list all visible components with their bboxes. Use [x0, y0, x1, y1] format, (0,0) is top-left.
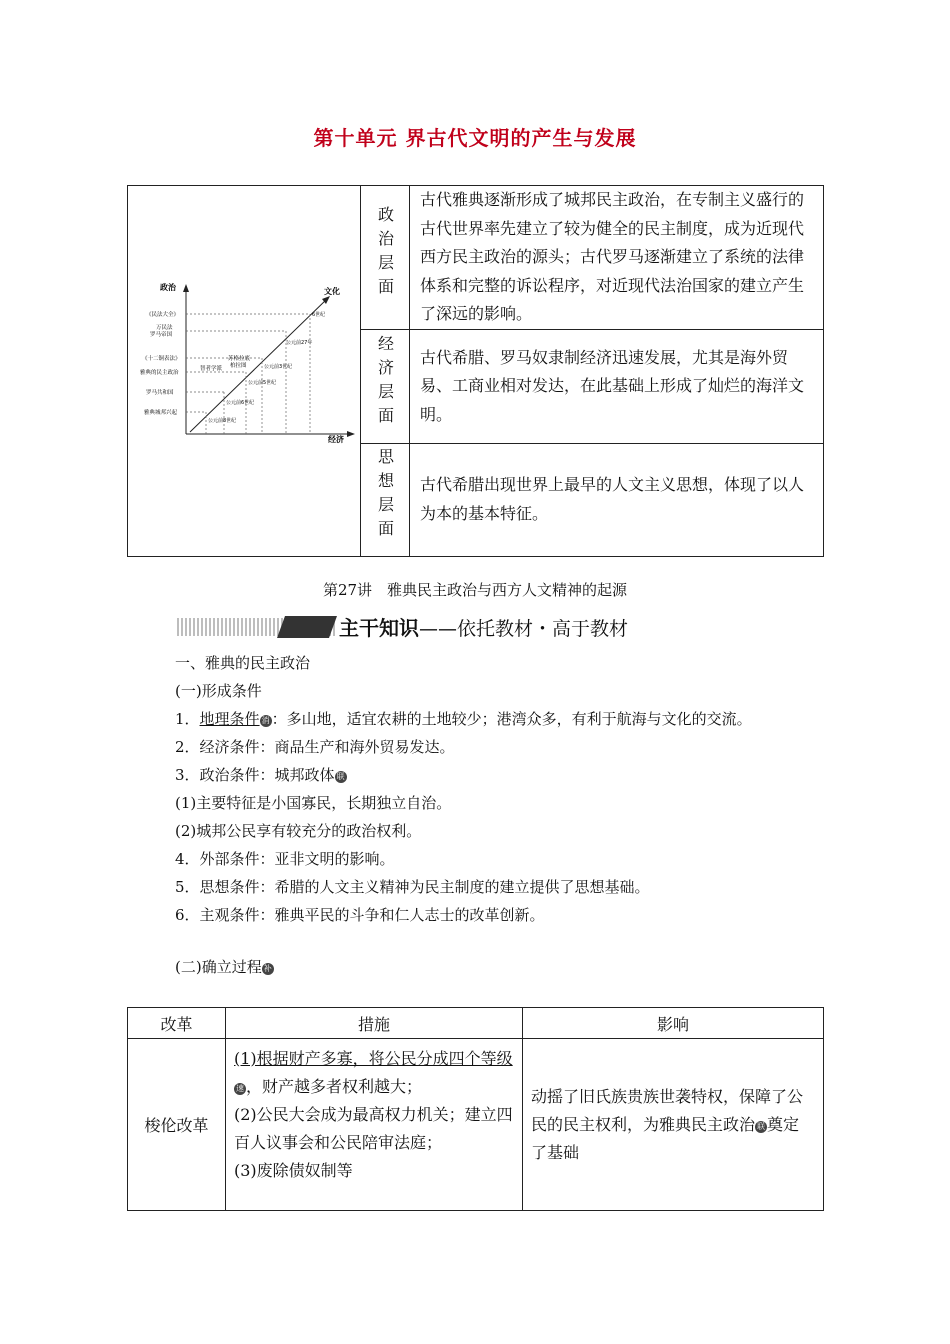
- reform-measures-cell: (1)根据财产多寡，将公民分成四个等级速 ，财产越多者权利越大； (2)公民大会成为最高权力机关；建立四百人议事会和公民陪审法庭； (3)废除债奴制等: [226, 1039, 523, 1211]
- reform-table: [127, 1007, 824, 1211]
- chart-time-5bc: 公元前5世纪: [248, 380, 277, 386]
- chart-time-27bc: 公元前27年: [286, 340, 313, 346]
- layer-text-economy: 古代希腊、罗马奴隶制经济迅速发展，尤其是海外贸易、工商业相对发达，在此基础上形成了灿烂的海洋文明。: [410, 330, 824, 443]
- layer-label-economy: 经济层面: [361, 330, 410, 443]
- section-banner: [177, 612, 737, 642]
- chart-label-sophists: 智者学派: [200, 366, 223, 372]
- condition-item-4: 4．外部条件：亚非文明的影响。: [175, 850, 395, 868]
- chart-label-roman-republic: 罗马共和国: [146, 390, 174, 396]
- section-heading: 一、雅典的民主政治: [175, 654, 311, 672]
- banner-slash: [277, 616, 337, 638]
- condition-item-5: 5．思想条件：希腊的人文主义精神为民主制度的建立提供了思想基础。: [175, 878, 650, 896]
- badge-icon: 补: [263, 964, 272, 973]
- layer-label-thought: 思想层面: [361, 443, 410, 556]
- chart-time-6ad: 6世纪: [312, 312, 326, 318]
- badge-icon: 联: [757, 1121, 766, 1131]
- condition-item-1: 1．地理条件 消 ：多山地，适宜农耕的土地较少；港湾众多，有利于航海与文化的交流。: [175, 710, 752, 728]
- condition-term-geography: 地理条件: [199, 710, 260, 728]
- axis-politics-label: 政治: [160, 283, 176, 292]
- chart-label-roman-empire: 罗马帝国: [150, 332, 173, 338]
- development-chart: [128, 186, 360, 552]
- chart-time-8bc: 公元前8世纪: [208, 418, 237, 424]
- overview-chart-cell: [128, 186, 361, 557]
- lecture-title: 第27讲 雅典民主政治与西方人文精神的起源: [322, 581, 628, 599]
- layer-text-thought: 古代希腊出现世界上最早的人文主义思想，体现了以人为本的基本特征。: [410, 443, 824, 556]
- chart-label-socrates: 苏格拉底: [228, 356, 251, 362]
- banner-text: [339, 612, 628, 641]
- subsection-conditions: (一)形成条件: [175, 682, 262, 700]
- condition-sub-1: (1)主要特征是小国寡民，长期独立自治。: [175, 794, 452, 812]
- axis-culture-label: 文化: [324, 287, 340, 296]
- condition-sub-2: (2)城邦公民享有较充分的政治权利。: [175, 822, 422, 840]
- reform-header-measures: 措施: [226, 1008, 523, 1039]
- subsection-process: (二)确立过程 补: [175, 958, 272, 976]
- badge-icon: 联: [336, 772, 345, 781]
- banner-main: 主干知识: [339, 616, 419, 640]
- condition-item-2: 2．经济条件：商品生产和海外贸易发达。: [175, 738, 455, 756]
- reform-impact-cell: 动摇了旧氏族贵族世袭特权，保障了公民的民主权利，为雅典民主政治 联 奠定了基础: [523, 1039, 824, 1211]
- chart-label-civil-law: 《民法大全》: [146, 312, 180, 318]
- layer-text-politics: 古代雅典逐渐形成了城邦民主政治，在专制主义盛行的古代世界率先建立了较为健全的民主制度，成为近现代西方民主政治的源头；古代罗马逐渐建立了系统的法律体系和完整的诉讼程序，对近现代法治国家的建立产生了深远的影响。: [410, 186, 824, 330]
- chart-label-twelve-tables: 《十二铜表法》: [142, 356, 181, 362]
- chart-label-athens-democracy: 雅典的民主政治: [140, 370, 179, 376]
- banner-sub: ——依托教材・高于教材: [419, 618, 629, 640]
- badge-icon: 速: [236, 1084, 244, 1093]
- reform-header-impact: 影响: [523, 1008, 824, 1039]
- reform-name-cell: 梭伦改革: [128, 1039, 226, 1211]
- chart-label-athens-rise: 雅典城邦兴起: [144, 410, 178, 416]
- axis-economy-label: 经济: [328, 435, 344, 444]
- chart-time-6bc: 公元前6世纪: [226, 400, 255, 406]
- chart-label-jus-gentium: 万民法: [156, 325, 173, 331]
- page-title: 第十单元 界古代文明的产生与发展: [313, 126, 637, 150]
- layer-label-politics: 政治层面: [361, 186, 410, 330]
- reform-header-name: 改革: [128, 1008, 226, 1039]
- chart-time-3bc: 公元前3世纪: [264, 364, 293, 370]
- badge-icon: 消: [261, 716, 270, 725]
- overview-table: [127, 185, 824, 557]
- chart-label-plato: 柏拉图: [230, 363, 247, 369]
- condition-item-6: 6．主观条件：雅典平民的斗争和仁人志士的改革创新。: [175, 906, 545, 924]
- condition-item-3: 3．政治条件：城邦政体 联: [175, 766, 345, 784]
